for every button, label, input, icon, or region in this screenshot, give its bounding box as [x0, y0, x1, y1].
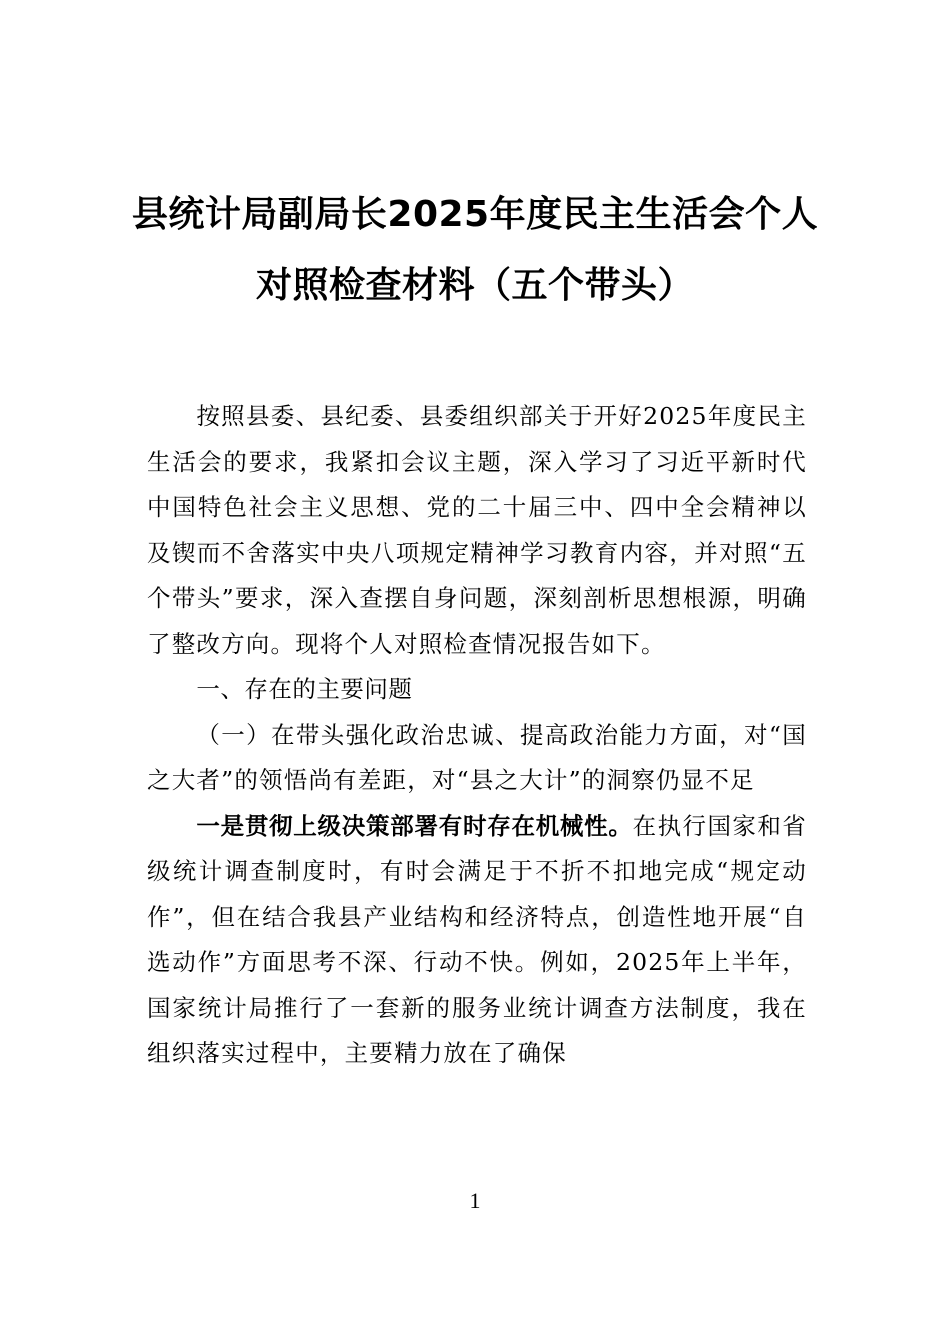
point-lead: 一是贯彻上级决策部署有时存在机械性。 [196, 811, 633, 840]
document-body [147, 394, 807, 1077]
document-title-line-1: 县统计局副局长2025年度民主生活会个人 [131, 194, 819, 235]
point-text: 在执行国家和省级统计调查制度时，有时会满足于不折不扣地完成“规定动作”，但在结合我县产业结构和经济特点，创造性地开展“自选动作”方面思考不深、行动不快。例如，2025年上半年，国家统计局推行了一套新的服务业统计调查方法制度，我在组织落实过程中，主要精力放在了确保 [147, 811, 807, 1067]
page-number: 1 [469, 1188, 481, 1213]
subsection-heading: （一）在带头强化政治忠诚、提高政治能力方面，对“国之大者”的领悟尚有差距，对“县之大计”的洞察仍显不足 [147, 720, 807, 794]
intro-paragraph: 按照县委、县纪委、县委组织部关于开好2025年度民主生活会的要求，我紧扣会议主题，深入学习了习近平新时代中国特色社会主义思想、党的二十届三中、四中全会精神以及锲而不舍落实中央八项规定精神学习教育内容，并对照“五个带头”要求，深入查摆自身问题，深刻剖析思想根源，明确了整改方向。现将个人对照检查情况报告如下。 [147, 402, 807, 658]
point-paragraph [147, 804, 807, 1077]
document-title-line-2: 对照检查材料（五个带头） [255, 265, 694, 306]
section-heading: 一、存在的主要问题 [196, 675, 413, 703]
